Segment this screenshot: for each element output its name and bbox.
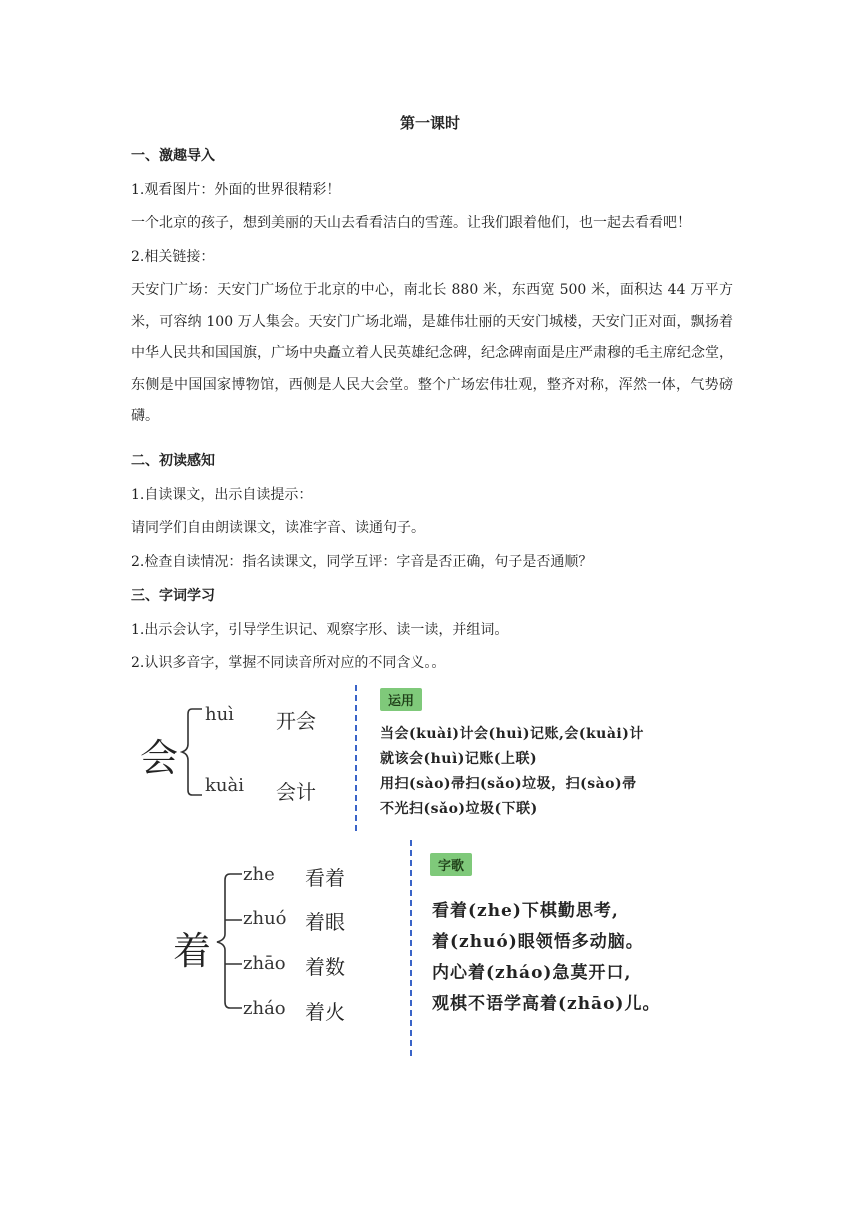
big-character: 着	[173, 929, 212, 973]
paragraph: 1.出示会认字，引导学生识记、观察字形、读一读，并组词。	[131, 622, 509, 638]
tag-badge: 字歌	[430, 853, 472, 876]
paragraph: 一个北京的孩子，想到美丽的天山去看看洁白的雪莲。让我们跟着他们，也一起去看看吧！	[131, 215, 691, 231]
word: 着火	[305, 1000, 345, 1024]
word: 看着	[305, 866, 345, 890]
pinyin: kuài	[205, 775, 244, 796]
paragraph: 1.观看图片：外面的世界很精彩！	[131, 182, 341, 198]
tag-badge: 运用	[380, 688, 422, 711]
section-heading-2: 二、初读感知	[131, 453, 215, 469]
pinyin: zhuó	[243, 908, 287, 929]
rhyme-line: 当会(kuài)计会(huì)记账,会(kuài)计	[380, 726, 644, 742]
song-line: 内心着(zháo)急莫开口,	[432, 963, 632, 983]
song-line: 观棋不语学高着(zhāo)儿。	[432, 994, 661, 1014]
rhyme-line: 就该会(huì)记账(上联)	[380, 751, 538, 767]
pinyin: zhāo	[243, 953, 286, 974]
tiananmen-paragraph: 天安门广场：天安门广场位于北京的中心，南北长 880 米，东西宽 500 米，面积达 44 万平方米，可容纳 100 万人集会。天安门广场北端，是雄伟壮丽的天安门城楼，天安门正对面，飘扬着中华人民共和国国旗，广场中央矗立着人民英雄纪念碑，纪念碑南面是庄严肃穆的毛主席纪念堂，东侧是中国国家博物馆，西侧是人民大会堂。整个广场宏伟壮观，整齐对称，浑然一体，气势磅礴。	[131, 282, 733, 424]
divider	[355, 685, 357, 831]
pinyin: huì	[205, 704, 234, 725]
paragraph: 2.相关链接：	[131, 249, 215, 265]
song-line: 着(zhuó)眼领悟多动脑。	[432, 932, 644, 952]
paragraph: 请同学们自由朗读课文，读准字音、读通句子。	[131, 520, 425, 536]
word: 着数	[305, 955, 345, 979]
word: 着眼	[305, 910, 345, 934]
section-heading-3: 三、字词学习	[131, 588, 215, 604]
bracket-icon	[214, 866, 244, 1016]
song-line: 看着(zhe)下棋勤思考,	[432, 901, 619, 921]
bracket-icon	[180, 706, 204, 798]
section-heading-1: 一、激趣导入	[131, 148, 215, 164]
divider	[410, 840, 412, 1056]
paragraph: 1.自读课文，出示自读提示：	[131, 487, 313, 503]
rhyme-line: 不光扫(sǎo)垃圾(下联)	[380, 801, 538, 817]
paragraph: 2.检查自读情况：指名读课文，同学互评：字音是否正确，句子是否通顺？	[131, 554, 593, 570]
paragraph: 2.认识多音字，掌握不同读音所对应的不同含义。。	[131, 655, 446, 671]
pinyin: zhe	[243, 864, 275, 885]
big-character: 会	[140, 736, 179, 780]
page-title: 第一课时	[399, 114, 460, 132]
pinyin: zháo	[243, 998, 286, 1019]
word: 会计	[276, 780, 316, 804]
word: 开会	[276, 709, 316, 733]
rhyme-line: 用扫(sào)帚扫(sǎo)垃圾，扫(sào)帚	[380, 776, 637, 792]
